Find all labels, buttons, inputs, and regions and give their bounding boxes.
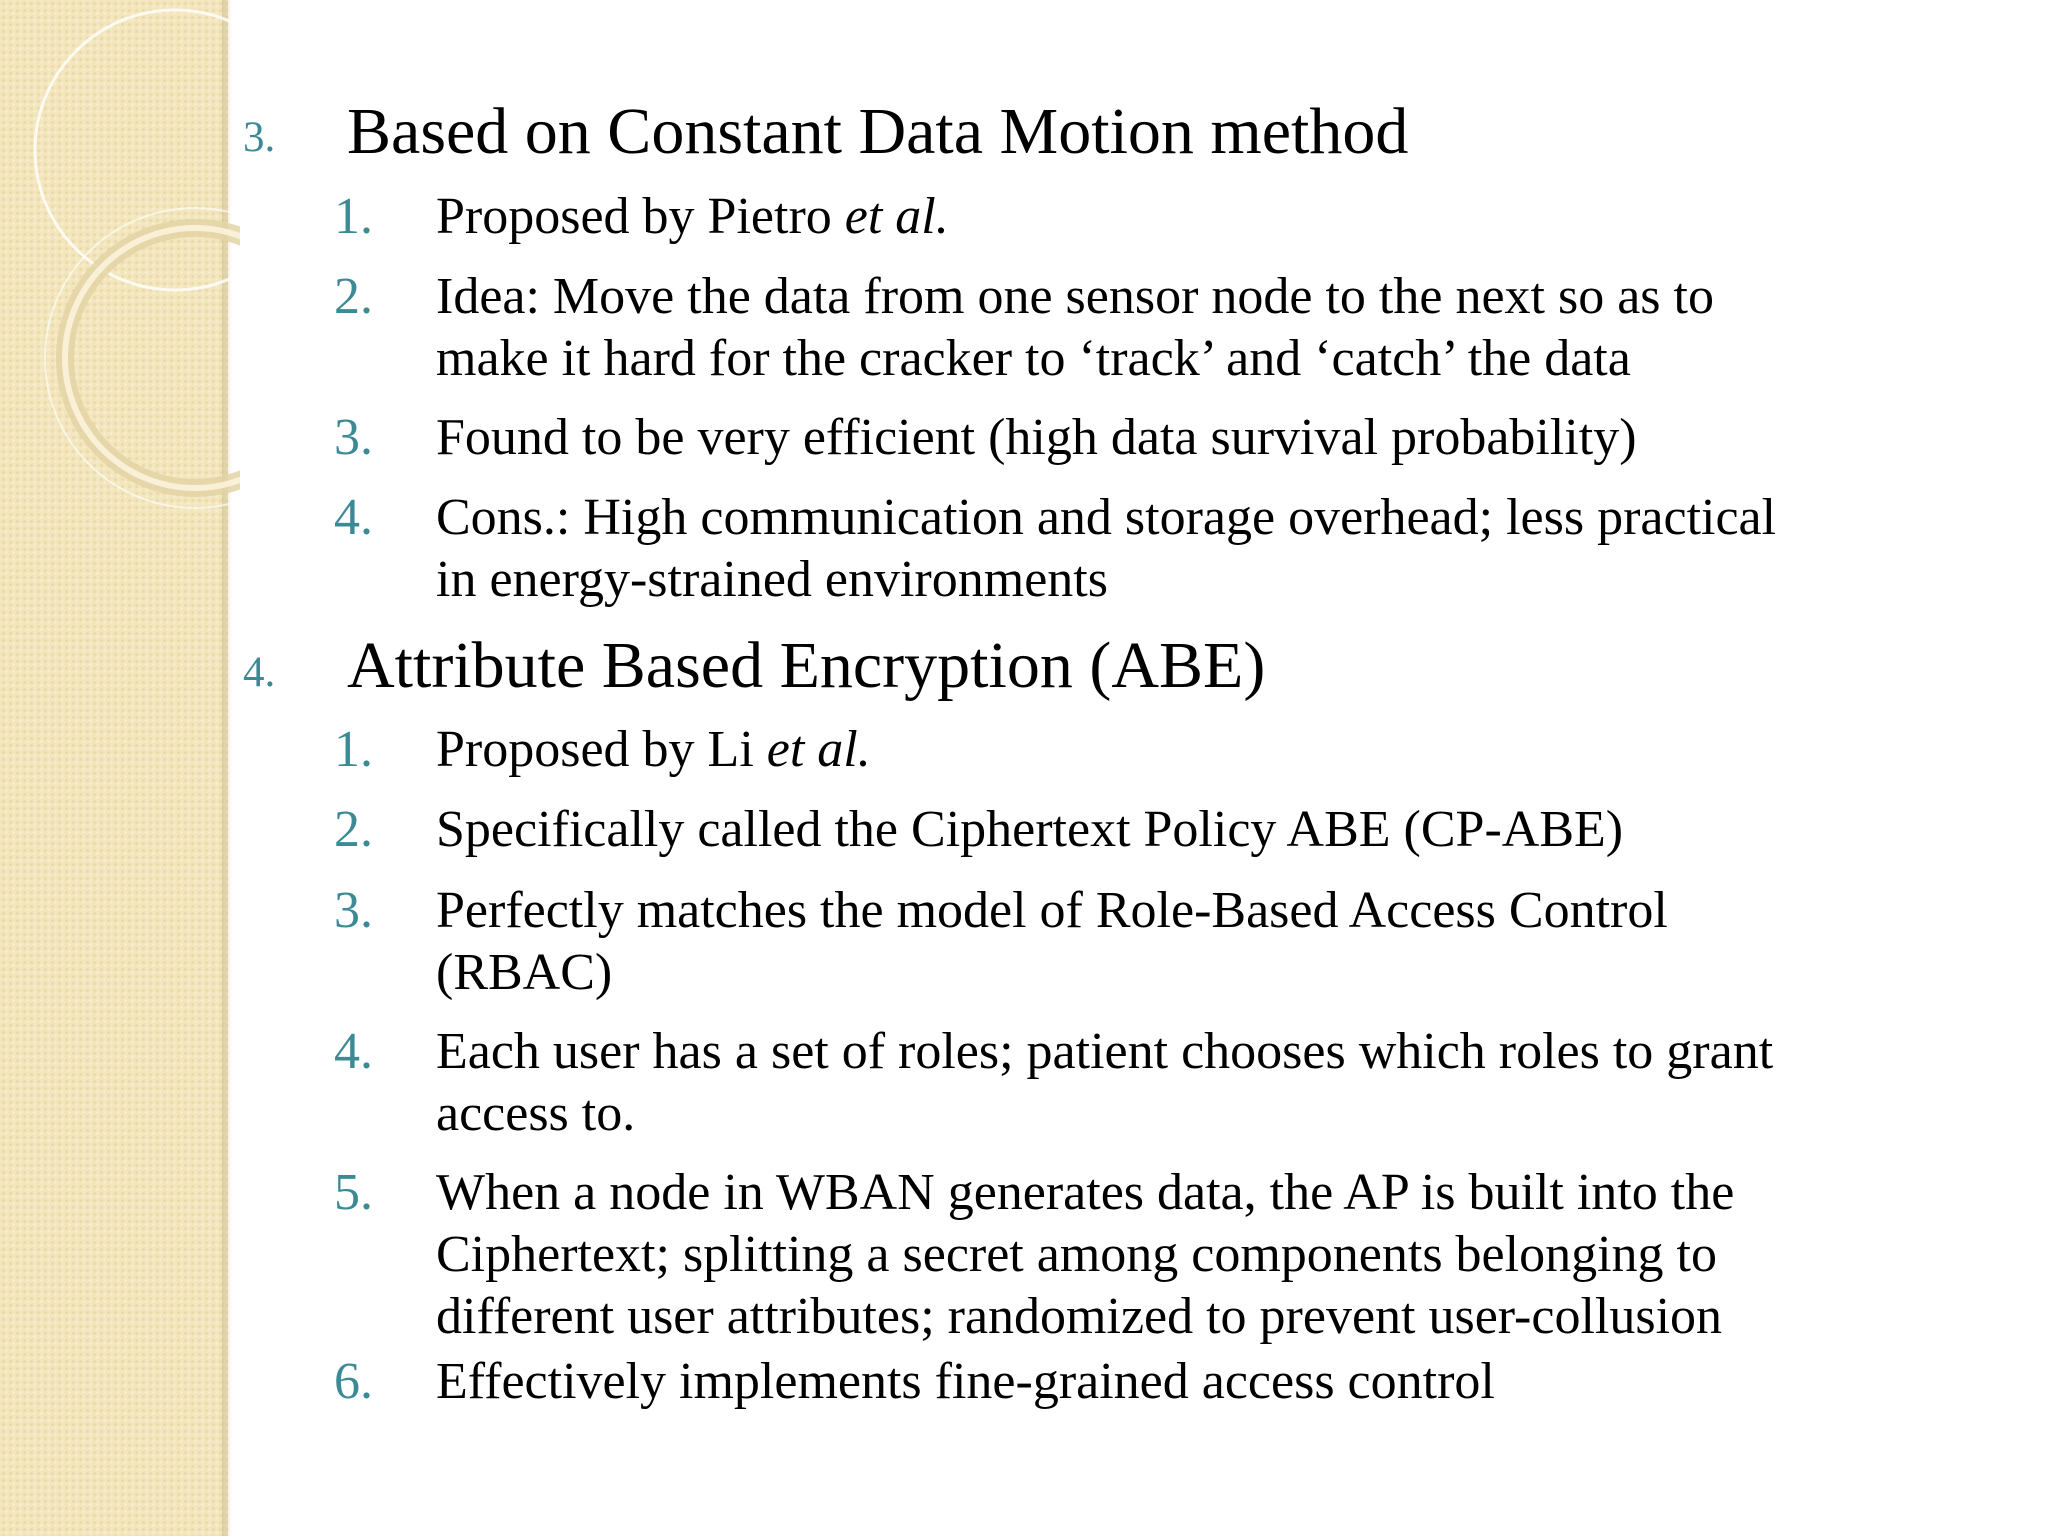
list-item xyxy=(436,880,1936,1004)
section-title: Based on Constant Data Motion method xyxy=(347,95,1409,168)
item-number: 4. xyxy=(334,1023,373,1080)
list-item-line: (RBAC) xyxy=(436,944,613,1001)
list-item-line: Effectively implements fine-grained access control xyxy=(436,1353,1495,1410)
item-number: 3. xyxy=(334,882,373,939)
list-item-italic: et al. xyxy=(766,721,871,778)
list-item-line: in energy-strained environments xyxy=(436,551,1108,608)
list-item xyxy=(436,1351,1936,1413)
list-item-italic: et al. xyxy=(844,188,949,245)
list-item xyxy=(436,719,1936,781)
item-number: 6. xyxy=(334,1353,373,1410)
list-item-line: Cons.: High communication and storage overhead; less practical xyxy=(436,489,1777,546)
list-item-line: Specifically called the Ciphertext Policy ABE (CP-ABE) xyxy=(436,801,1624,858)
list-item xyxy=(436,186,1936,248)
list-item xyxy=(436,487,1936,611)
section-number: 3. xyxy=(243,114,276,161)
section-title: Attribute Based Encryption (ABE) xyxy=(347,629,1266,702)
list-item-line: When a node in WBAN generates data, the AP is built into the xyxy=(436,1164,1735,1221)
list-item xyxy=(436,407,1936,469)
item-number: 3. xyxy=(334,409,373,466)
item-number: 2. xyxy=(334,801,373,858)
list-item-text: Proposed by Pietro xyxy=(436,188,845,245)
list-item xyxy=(436,1021,1936,1145)
list-item-line: Ciphertext; splitting a secret among components belonging to xyxy=(436,1226,1717,1283)
list-item-line: Each user has a set of roles; patient chooses which roles to grant xyxy=(436,1023,1774,1080)
item-number: 1. xyxy=(334,721,373,778)
list-item-text: Proposed by Li xyxy=(436,721,767,778)
item-number: 5. xyxy=(334,1164,373,1221)
list-item-line: make it hard for the cracker to ‘track’ and ‘catch’ the data xyxy=(436,330,1631,387)
list-item-line: Found to be very efficient (high data survival probability) xyxy=(436,409,1637,466)
list-item xyxy=(436,799,1936,861)
list-item-line: different user attributes; randomized to prevent user-collusion xyxy=(436,1288,1723,1345)
list-item-line: Perfectly matches the model of Role-Based Access Control xyxy=(436,882,1668,939)
list-item-line: Idea: Move the data from one sensor node to the next so as to xyxy=(436,268,1714,325)
list-item xyxy=(436,1162,1936,1348)
item-number: 4. xyxy=(334,489,373,546)
list-item xyxy=(436,266,1936,390)
list-item-line: access to. xyxy=(436,1085,636,1142)
section-number: 4. xyxy=(243,649,276,696)
item-number: 2. xyxy=(334,268,373,325)
item-number: 1. xyxy=(334,188,373,245)
